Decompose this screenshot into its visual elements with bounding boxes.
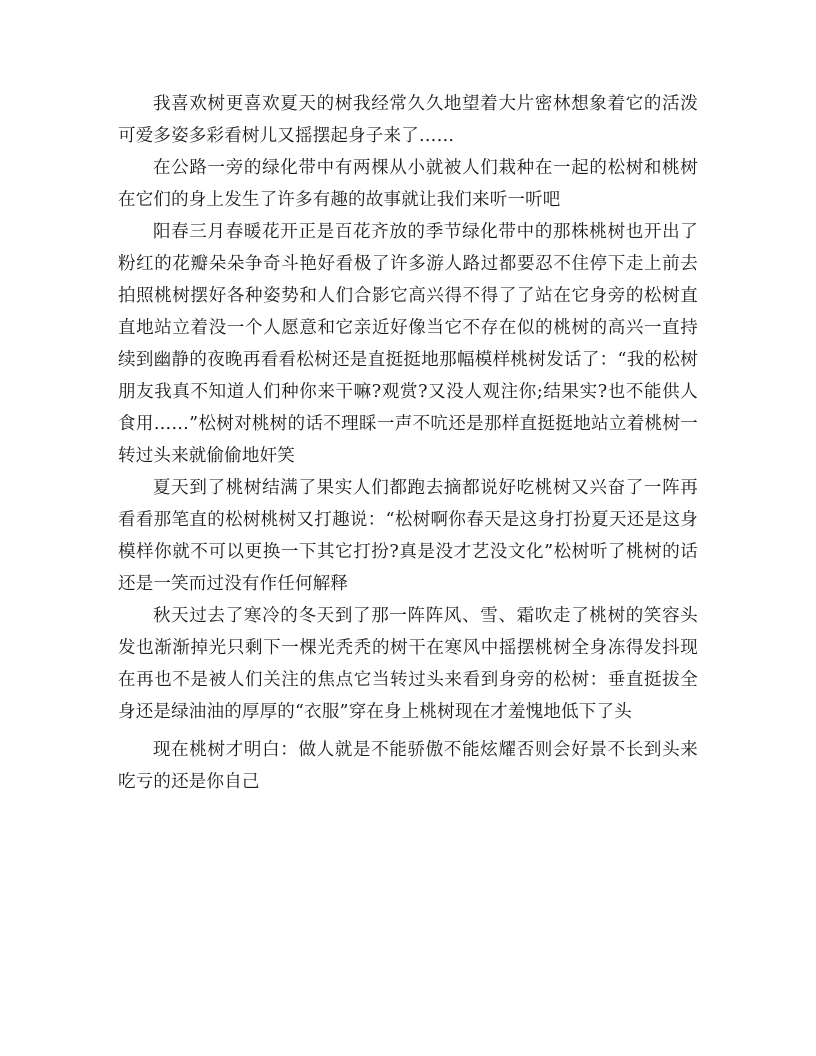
paragraph-summer: 夏天到了桃树结满了果实人们都跑去摘都说好吃桃树又兴奋了一阵再看看那笔直的松树桃树又打趣说：“松树啊你春天是这身打扮夏天还是这身模样你就不可以更换一下其它打扮?真是没才艺没文化”松树听了桃树的话还是一笑而过没有作任何解释: [118, 478, 698, 594]
paragraph-conclusion: 现在桃树才明白：做人就是不能骄傲不能炫耀否则会好景不长到头来吃亏的还是你自己: [118, 740, 698, 792]
document-body: [118, 88, 698, 798]
paragraph-intro: 我喜欢树更喜欢夏天的树我经常久久地望着大片密林想象着它的活泼可爱多姿多彩看树儿又摇摆起身子来了……: [118, 94, 698, 146]
paragraph-winter: 秋天过去了寒冷的冬天到了那一阵阵风、雪、霜吹走了桃树的笑容头发也渐渐掉光只剩下一棵光秃秃的树干在寒风中摇摆桃树全身冻得发抖现在再也不是被人们关注的焦点它当转过头来看到身旁的松树：垂直挺拔全身还是绿油油的厚厚的“衣服”穿在身上桃树现在才羞愧地低下了头: [118, 606, 698, 722]
paragraph-spring: 阳春三月春暖花开正是百花齐放的季节绿化带中的那株桃树也开出了粉红的花瓣朵朵争奇斗艳好看极了许多游人路过都要忍不住停下走上前去拍照桃树摆好各种姿势和人们合影它高兴得不得了了站在它身旁的松树直直地站立着没一个人愿意和它亲近好像当它不存在似的桃树的高兴一直持续到幽静的夜晚再看看松树还是直挺挺地那幅模样桃树发话了：“我的松树朋友我真不知道人们种你来干嘛?观赏?又没人观注你;结果实?也不能供人食用……”松树对桃树的话不理睬一声不吭还是那样直挺挺地站立着桃树一转过头来就偷偷地奸笑: [118, 222, 698, 466]
paragraph-setting: 在公路一旁的绿化带中有两棵从小就被人们栽种在一起的松树和桃树在它们的身上发生了许多有趣的故事就让我们来听一听吧: [118, 158, 698, 210]
